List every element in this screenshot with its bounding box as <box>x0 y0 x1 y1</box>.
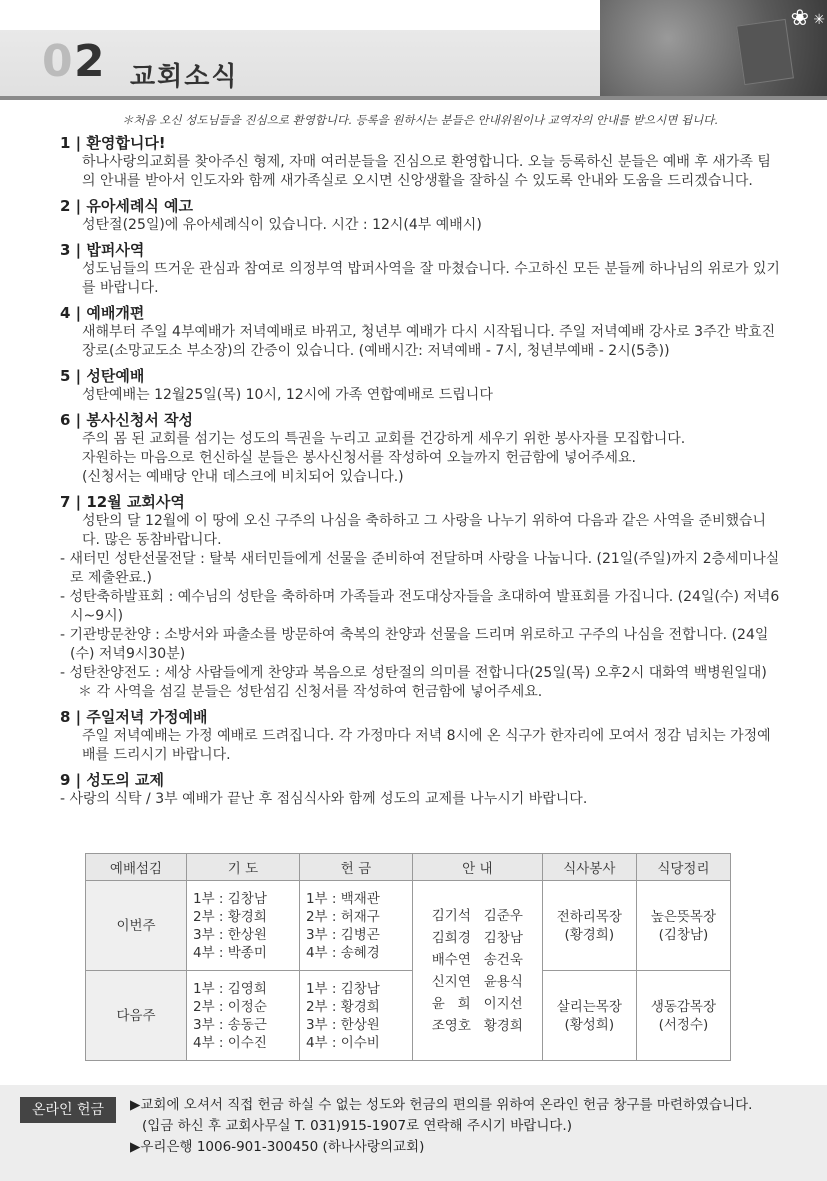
offering-entry: 2부 : 황경희 <box>305 998 380 1015</box>
news-item-title: 2 | 유아세례식 예고 <box>60 197 194 215</box>
meal-team: 전하리목장 <box>556 908 622 925</box>
online-offering-info <box>130 1095 810 1158</box>
bank-account-line: ▶우리은행 1006-901-300450 (하나사랑의교회) <box>130 1139 425 1155</box>
cleanup-team: 생동감목장 <box>650 998 717 1015</box>
sparkle-icon: ✳ <box>813 12 825 28</box>
news-item-title: 7 | 12월 교회사역 <box>60 493 185 511</box>
offering-cell <box>299 881 412 971</box>
news-item-body: 성탄의 달 12월에 이 땅에 오신 구주의 나심을 축하하고 그 사랑을 나누기 위하여 다음과 같은 사역을 준비했습니다. 많은 동참바랍니다. <box>82 513 767 548</box>
news-item-title: 6 | 봉사신청서 작성 <box>60 411 194 429</box>
news-item <box>60 493 780 702</box>
news-item <box>60 771 780 809</box>
prayer-entry: 1부 : 김영희 <box>193 980 267 997</box>
table-row <box>86 881 731 971</box>
meal-team: 살리는목장 <box>556 998 622 1015</box>
news-item-body: 자원하는 마음으로 헌신하실 분들은 봉사신청서를 작성하여 오늘까지 헌금함에 넣어주세요. <box>82 450 636 466</box>
prayer-cell <box>187 881 300 971</box>
news-item-body: 새해부터 주일 4부예배가 저녁예배로 바뀌고, 청년부 예배가 다시 시작됩니다. 주일 저녁예배 강사로 3주간 박효진 장로(소망교도소 부소장)의 간증이 있습니다. (예배시간: 저녁예배 - 7시, 청년부예배 - 2시(5층)) <box>82 324 776 359</box>
flower-icon: ❀ <box>790 6 809 31</box>
header <box>0 0 827 100</box>
news-item-body: 성도님들의 뜨거운 관심과 참여로 의정부역 밥퍼사역을 잘 마쳤습니다. 수고하신 모든 분들께 하나님의 위로가 있기를 바랍니다. <box>82 261 780 296</box>
guide-entry: 배수연 송건욱 <box>431 951 523 968</box>
offering-cell <box>299 971 412 1061</box>
news-item-title: 9 | 성도의 교제 <box>60 771 165 789</box>
news-item-title: 1 | 환영합니다! <box>60 134 166 152</box>
news-item-body: 하나사랑의교회를 찾아주신 형제, 자매 여러분들을 진심으로 환영합니다. 오늘 등록하신 분들은 예배 후 새가족 팀의 안내를 받아서 인도자와 함께 새가족실로 오시면 신앙생활을 잘하실 수 있도록 안내와 도움을 드리겠습니다. <box>82 154 771 189</box>
news-item <box>60 367 780 405</box>
offering-info-line: ▶교회에 오셔서 직접 헌금 하실 수 없는 성도와 헌금의 편의를 위하여 온라인 헌금 창구를 마련하였습니다. <box>130 1097 753 1113</box>
guide-entry: 김기석 김준우 <box>431 907 523 924</box>
offering-entry: 1부 : 백재관 <box>305 890 380 907</box>
meal-leader: (황경희) <box>564 926 615 943</box>
ministry-entry: - 새터민 성탄선물전달 : 탈북 새터민들에게 선물을 준비하여 전달하며 사랑을 나눕니다. (21일(주일)까지 2층세미나실로 제출완료.) <box>60 551 780 586</box>
cleanup-leader: (김창남) <box>658 926 709 943</box>
prayer-entry: 2부 : 황경희 <box>193 908 267 925</box>
card-image <box>736 19 794 85</box>
column-header: 안 내 <box>412 854 542 881</box>
meal-cell <box>542 881 636 971</box>
service-roster-table <box>85 853 731 1061</box>
column-header: 식사봉사 <box>542 854 636 881</box>
prayer-entry: 4부 : 이수진 <box>193 1034 267 1051</box>
cleanup-cell <box>636 971 730 1061</box>
ministry-entry: - 기관방문찬양 : 소방서와 파출소를 방문하여 축복의 찬양과 선물을 드리며 위로하고 구주의 나심을 전합니다. (24일(수) 저녁9시30분) <box>60 627 769 662</box>
news-item <box>60 241 780 298</box>
cleanup-leader: (서정수) <box>658 1016 709 1033</box>
cleanup-team: 높은뜻목장 <box>650 908 717 925</box>
column-header: 헌 금 <box>299 854 412 881</box>
column-header: 기 도 <box>187 854 300 881</box>
column-header: 예배섬김 <box>86 854 187 881</box>
news-item-body: 성탄절(25일)에 유아세례식이 있습니다. 시간 : 12시(4부 예배시) <box>82 217 482 233</box>
ministry-note: ＊ 각 사역을 섬길 분들은 성탄섬김 신청서를 작성하여 헌금함에 넣어주세요. <box>78 684 543 700</box>
row-label: 이번주 <box>86 881 187 971</box>
meal-leader: (황성희) <box>564 1016 615 1033</box>
news-item-body: 주일 저녁예배는 가정 예배로 드려집니다. 각 가정마다 저녁 8시에 온 식구가 한자리에 모여서 정감 넘치는 가정예배를 드리시기 바랍니다. <box>82 728 771 763</box>
offering-entry: 4부 : 송혜경 <box>305 944 380 961</box>
online-offering-footer <box>0 1085 827 1181</box>
row-label: 다음주 <box>86 971 187 1061</box>
guide-cell <box>412 881 542 1061</box>
page-title: 교회소식 <box>130 62 239 92</box>
news-item-title: 3 | 밥퍼사역 <box>60 241 145 259</box>
news-item-title: 5 | 성탄예배 <box>60 367 145 385</box>
prayer-entry: 2부 : 이정순 <box>193 998 267 1015</box>
news-list <box>60 134 780 815</box>
guide-entry: 윤 희 이지선 <box>431 995 523 1012</box>
news-item-body: - 사랑의 식탁 / 3부 예배가 끝난 후 점심식사와 함께 성도의 교제를 나누시기 바랍니다. <box>60 791 588 807</box>
news-item-body: 주의 몸 된 교회를 섬기는 성도의 특권을 누리고 교회를 건강하게 세우기 위한 봉사자를 모집합니다. <box>82 431 686 447</box>
section-number-zero: 0 <box>42 36 73 87</box>
news-item-body: 성탄예배는 12월25일(목) 10시, 12시에 가족 연합예배로 드립니다 <box>82 387 493 403</box>
offering-entry: 3부 : 김병곤 <box>305 926 380 943</box>
guide-entry: 조영호 황경희 <box>431 1017 523 1034</box>
table-row <box>86 971 731 1061</box>
news-item-title: 4 | 예배개편 <box>60 304 145 322</box>
offering-entry: 1부 : 김창남 <box>305 980 380 997</box>
guide-entry: 신지연 윤용식 <box>431 973 523 990</box>
prayer-entry: 3부 : 한상원 <box>193 926 267 943</box>
news-item <box>60 708 780 765</box>
column-header: 식당정리 <box>636 854 730 881</box>
corner-photo <box>600 0 827 96</box>
news-item <box>60 134 780 191</box>
prayer-cell <box>187 971 300 1061</box>
guide-entry: 김희경 김창남 <box>431 929 523 946</box>
prayer-entry: 3부 : 송동근 <box>193 1016 267 1033</box>
prayer-entry: 4부 : 박종미 <box>193 944 267 961</box>
cleanup-cell <box>636 881 730 971</box>
news-item <box>60 411 780 487</box>
news-item <box>60 304 780 361</box>
offering-entry: 2부 : 허재구 <box>305 908 380 925</box>
news-item-body: (신청서는 예배당 안내 데스크에 비치되어 있습니다.) <box>82 469 404 485</box>
offering-contact-line: (입금 하신 후 교회사무실 T. 031)915-1907로 연락해 주시기 바랍니다.) <box>142 1118 572 1134</box>
header-rule <box>0 96 827 100</box>
meal-cell <box>542 971 636 1061</box>
section-number-two: 2 <box>74 36 105 87</box>
offering-entry: 4부 : 이수비 <box>305 1034 380 1051</box>
offering-entry: 3부 : 한상원 <box>305 1016 380 1033</box>
news-item-title: 8 | 주일저녁 가정예배 <box>60 708 208 726</box>
prayer-entry: 1부 : 김창남 <box>193 890 267 907</box>
table-header-row <box>86 854 731 881</box>
guide-list <box>432 905 523 1037</box>
ministry-entry: - 성탄찬양전도 : 세상 사람들에게 찬양과 복음으로 성탄절의 의미를 전합니다(25일(목) 오후2시 대화역 백병원일대) <box>60 665 767 681</box>
ministry-entry: - 성탄축하발표회 : 예수님의 성탄을 축하하며 가족들과 전도대상자들을 초대하여 발표회를 가집니다. (24일(수) 저녁6시~9시) <box>60 589 780 624</box>
news-item <box>60 197 780 235</box>
welcome-notice: ＊처음 오신 성도님들을 진심으로 환영합니다. 등록을 원하시는 분들은 안내위원이나 교역자의 안내를 받으시면 됩니다. <box>122 113 718 127</box>
online-offering-label: 온라인 헌금 <box>20 1097 116 1123</box>
